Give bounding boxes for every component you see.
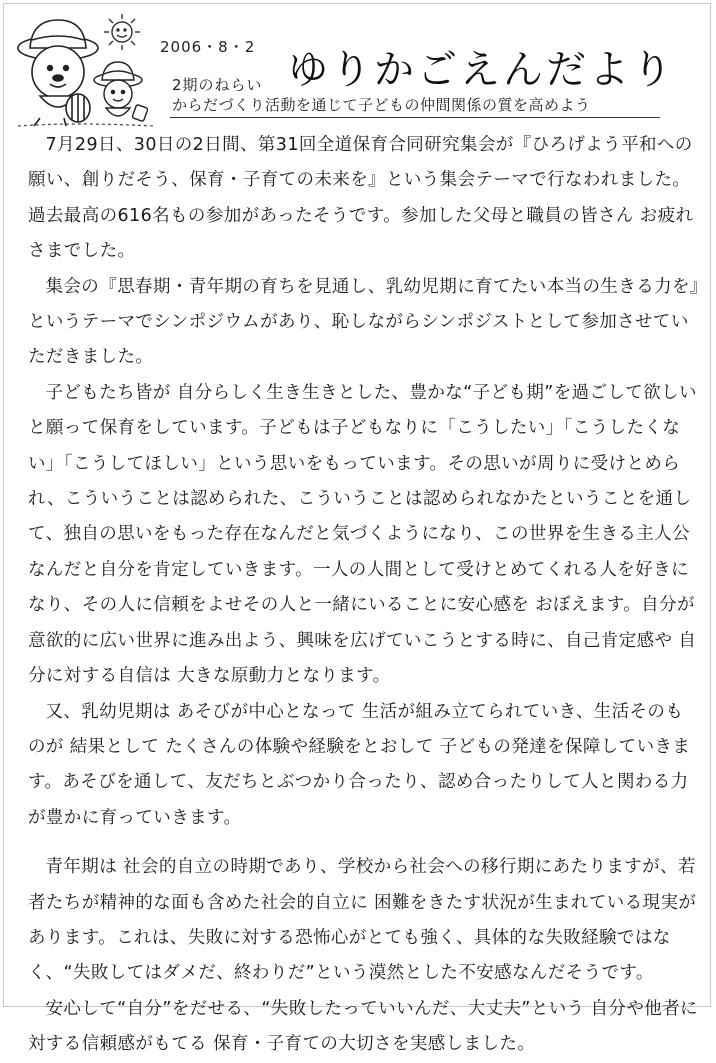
goal-subtitle: からだづくり活動を通じて子どもの仲間関係の質を高めよう	[172, 96, 591, 114]
newsletter-body	[28, 128, 700, 1063]
subtitle-underline	[170, 117, 660, 118]
goal-label: 2期のねらい	[172, 76, 263, 94]
paragraph-adolescence: 青年期は 社会的自立の時期であり、学校から社会への移行期にあたりますが、若者たちが精神的な面も含めた社会的自立に 困難をきたす状況が生まれている現実があります。これは、失敗に対する恐怖心がとても強く、具体的な失敗経験ではなく、“失敗してはダメだ、終わりだ”という漠然とした不安感なんだそうです。	[28, 857, 697, 984]
small-child-with-hat-icon	[94, 62, 148, 122]
paragraph-conclusion: 安心して“自分”をだせる、“失敗したっていいんだ、大丈夫”という 自分や他者に対する信頼感がもてる 保育・子育ての大切さを実感しました。	[28, 998, 698, 1055]
paragraph-conference: 7月29日、30日の2日間、第31回全道保育合同研究集会が『ひろげよう平和への願い、創りだそう、保育・子育ての未来を』という集会テーマで行なわれました。過去最高の616名もの参加があったそうです。参加した父母と職員の皆さん お疲れさまでした。	[28, 135, 694, 262]
children-with-hats-and-sun-illustration	[14, 10, 164, 130]
paragraph-symposium: 集会の『思春期・青年期の育ちを見通し、乳幼児期に育てたい本当の生きる力を』というテーマでシンポジウムがあり、恥しながらシンポジストとして参加させていただきました。	[28, 276, 700, 368]
paragraph-play: 又、乳幼児期は あそびが中心となって 生活が組み立てられていき、生活そのものが 結果として たくさんの体験や経験をとおして 子どもの発達を保障していきます。あそびを通して、友だちとぶつかり合ったり、認め合ったりして人と関わる力が豊かに育っていきます。	[28, 701, 691, 828]
issue-date: 2006・8・2	[160, 38, 256, 56]
newsletter-title: ゆりかごえんだより	[288, 47, 675, 93]
child-with-hat-icon	[18, 20, 98, 126]
sun-icon	[104, 14, 140, 50]
paragraph-childhood: 子どもたち皆が 自分らしく生き生きとした、豊かな“子ども期”を過ごして欲しいと願って保育をしています。子どもは子どもなりに「こうしたい」「こうしたくない」「こうしてほしい」という思いをもっています。その思いが周りに受けとめられ、こういうことは認められた、こういうことは認められなかたということを通して、独自の思いをもった存在なんだと気づくようになり、この世界を生きる主人公なんだと自分を肯定していきます。一人の人間として受けとめてくれる人を好きになり、その人に信頼をよせその人と一緒にいることに安心感を おぼえます。自分が意欲的に広い世界に進み出よう、興味を広げていこうとする時に、自己肯定感や 自分に対する自信は 大きな原動力となります。	[28, 382, 697, 687]
